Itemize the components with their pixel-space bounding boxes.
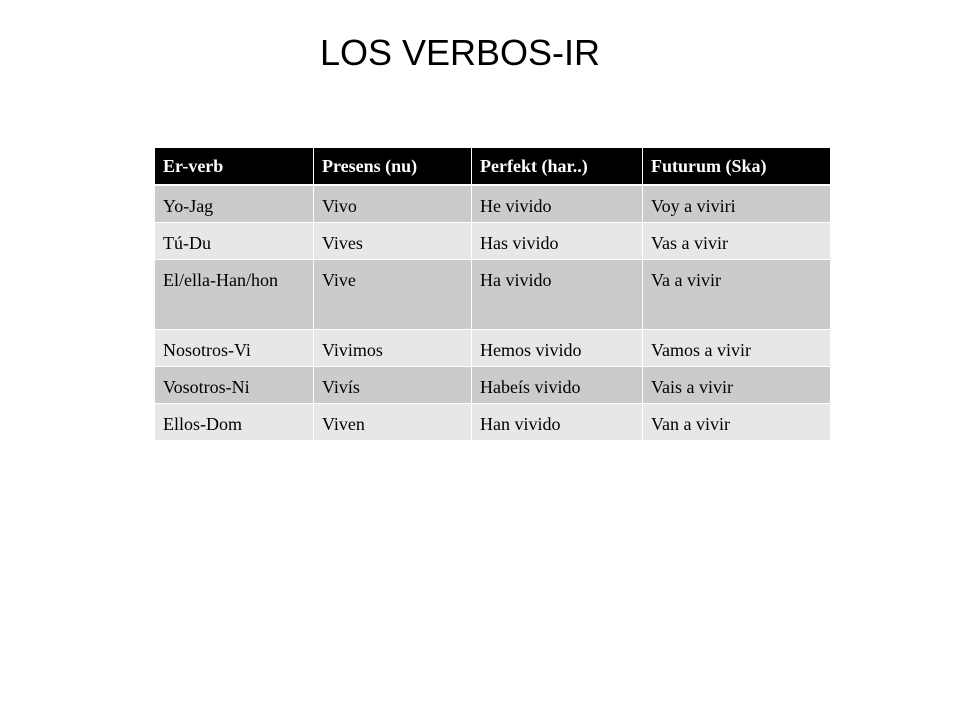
table-cell: Vives: [314, 223, 472, 260]
table-row: [155, 367, 830, 404]
table-cell: Vas a vivir: [643, 223, 830, 260]
table-cell: Voy a viviri: [643, 186, 830, 223]
table-cell: El/ella-Han/hon: [155, 260, 314, 330]
page-title: LOS VERBOS-IR: [319, 32, 601, 73]
table-cell: Vivimos: [314, 330, 472, 367]
column-header-future: Futurum (Ska): [643, 148, 830, 186]
table-cell: Has vivido: [472, 223, 643, 260]
table-cell: Habeís vivido: [472, 367, 643, 404]
table-cell: Van a vivir: [643, 404, 830, 441]
table-cell: Vivís: [314, 367, 472, 404]
table-cell: Hemos vivido: [472, 330, 643, 367]
table-cell: Nosotros-Vi: [155, 330, 314, 367]
table-cell: Ellos-Dom: [155, 404, 314, 441]
table-cell: He vivido: [472, 186, 643, 223]
table-cell: Vais a vivir: [643, 367, 830, 404]
table-cell: Han vivido: [472, 404, 643, 441]
table-row: [155, 404, 830, 441]
table-cell: Ha vivido: [472, 260, 643, 330]
table-cell: Vamos a vivir: [643, 330, 830, 367]
table-cell: Tú-Du: [155, 223, 314, 260]
table-row: [155, 186, 830, 223]
table-row: [155, 330, 830, 367]
table-header-row: [155, 148, 830, 186]
column-header-verb: Er-verb: [155, 148, 314, 186]
column-header-perfect: Perfekt (har..): [472, 148, 643, 186]
table-row: [155, 223, 830, 260]
table-cell: Vosotros-Ni: [155, 367, 314, 404]
table-cell: Va a vivir: [643, 260, 830, 330]
table-cell: Viven: [314, 404, 472, 441]
verb-conjugation-table: [155, 148, 830, 441]
table-row: [155, 260, 830, 330]
table-cell: Vivo: [314, 186, 472, 223]
table-cell: Yo-Jag: [155, 186, 314, 223]
column-header-present: Presens (nu): [314, 148, 472, 186]
table-cell: Vive: [314, 260, 472, 330]
